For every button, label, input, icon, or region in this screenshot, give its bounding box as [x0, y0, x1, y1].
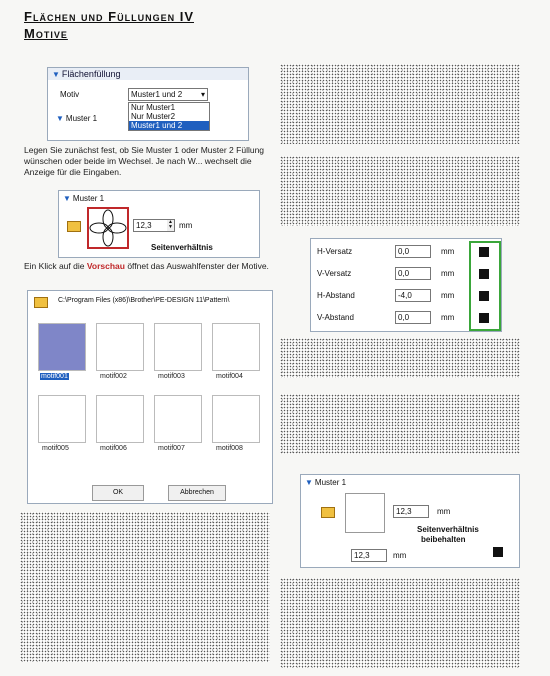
obscured-text [20, 512, 270, 662]
pattern1-header: ▼ Muster 1 [63, 194, 105, 203]
offset-label: H-Abstand [317, 291, 355, 300]
motif-select[interactable]: Muster1 und 2 ▾ [128, 88, 208, 101]
collapse-triangle-icon[interactable]: ▼ [52, 70, 60, 79]
cancel-button[interactable]: Abbrechen [168, 485, 226, 501]
motif-cell[interactable] [96, 395, 144, 443]
dropdown-option[interactable]: Nur Muster2 [131, 112, 176, 121]
pattern-path: C:\Program Files (x86)\Brother\PE-DESIGN 11\Pattern\ [58, 297, 230, 304]
obscured-text [280, 338, 520, 378]
offset-label: V-Abstand [317, 313, 354, 322]
home-icon[interactable] [479, 313, 489, 323]
pattern-dialog [27, 290, 273, 504]
motif-label: motif007 [158, 445, 185, 452]
intro-paragraph: Legen Sie zunächst fest, ob Sie Muster 1 oder Muster 2 Füllung wünschen oder beide im Wechsel. Je nach W... wechselt die Anzeige für die Eingaben. [24, 145, 265, 177]
width-spinner[interactable]: ▲ ▼ [167, 219, 175, 232]
ok-button[interactable]: OK [92, 485, 144, 501]
aspect-ratio-label: Seitenverhältnis [417, 525, 479, 534]
height-field[interactable]: 12,3 [351, 549, 387, 562]
offset-unit: mm [441, 269, 455, 278]
offset-unit: mm [441, 247, 455, 256]
pattern1-sub-header: ▼ Muster 1 [56, 114, 98, 123]
aspect-ratio-label-2: beibehalten [421, 535, 466, 544]
motif-cell[interactable] [154, 395, 202, 443]
motif-cell[interactable] [96, 323, 144, 371]
motif-cell[interactable] [212, 395, 260, 443]
motif-label: motif005 [42, 445, 69, 452]
preview-paragraph: Ein Klick auf die Vorschau öffnet das Auswahlfenster der Motive. [24, 261, 269, 271]
offset-unit: mm [441, 313, 455, 322]
fill-panel [47, 67, 249, 141]
motif-label: motif006 [100, 445, 127, 452]
offset-field[interactable]: 0,0 [395, 311, 431, 324]
offset-field[interactable]: -4,0 [395, 289, 431, 302]
offset-unit: mm [441, 291, 455, 300]
motif-label: motif001 [41, 373, 68, 380]
width-unit: mm [437, 507, 451, 516]
obscured-text [280, 156, 520, 226]
width-field[interactable]: 12,3 [133, 219, 169, 232]
fill-panel-header: ▼ Flächenfüllung [48, 68, 248, 80]
dropdown-option[interactable]: Nur Muster1 [131, 103, 176, 112]
obscured-text [280, 64, 520, 144]
preview-button[interactable] [345, 493, 385, 533]
motif-dropdown-list [128, 102, 210, 131]
obscured-text [280, 394, 520, 454]
page-title: Flächen und Füllungen IV Motive [24, 9, 194, 41]
motif-label: motif002 [100, 373, 127, 380]
aspect-ratio-label: Seitenverhältnis [151, 243, 213, 252]
width-field[interactable]: 12,3 [393, 505, 429, 518]
folder-icon[interactable] [67, 221, 81, 232]
pattern1-header: ▼ Muster 1 [305, 478, 347, 487]
height-unit: mm [393, 551, 407, 560]
offset-label: H-Versatz [317, 247, 353, 256]
chevron-down-icon: ▾ [200, 90, 205, 99]
motif-label: Motiv [60, 90, 80, 99]
motif-cell[interactable] [154, 323, 202, 371]
motif-cell[interactable] [212, 323, 260, 371]
offset-label: V-Versatz [317, 269, 352, 278]
offset-field[interactable]: 0,0 [395, 267, 431, 280]
folder-icon[interactable] [321, 507, 335, 518]
obscured-text [280, 578, 520, 668]
home-icon[interactable] [493, 547, 503, 557]
flower-motif-icon [89, 209, 127, 247]
motif-cell[interactable] [38, 323, 86, 371]
pattern1-panel [58, 190, 260, 258]
width-unit: mm [179, 221, 193, 230]
motif-label: motif003 [158, 373, 185, 380]
offset-field[interactable]: 0,0 [395, 245, 431, 258]
home-icon[interactable] [479, 247, 489, 257]
home-icon[interactable] [479, 291, 489, 301]
motif-label: motif008 [216, 445, 243, 452]
preview-button[interactable] [87, 207, 129, 249]
folder-icon[interactable] [34, 297, 48, 308]
offsets-panel [310, 238, 502, 332]
motif-label: motif004 [216, 373, 243, 380]
pattern1-panel-2 [300, 474, 520, 568]
dropdown-option-selected[interactable]: Muster1 und 2 [129, 121, 209, 130]
motif-cell[interactable] [38, 395, 86, 443]
home-icon[interactable] [479, 269, 489, 279]
